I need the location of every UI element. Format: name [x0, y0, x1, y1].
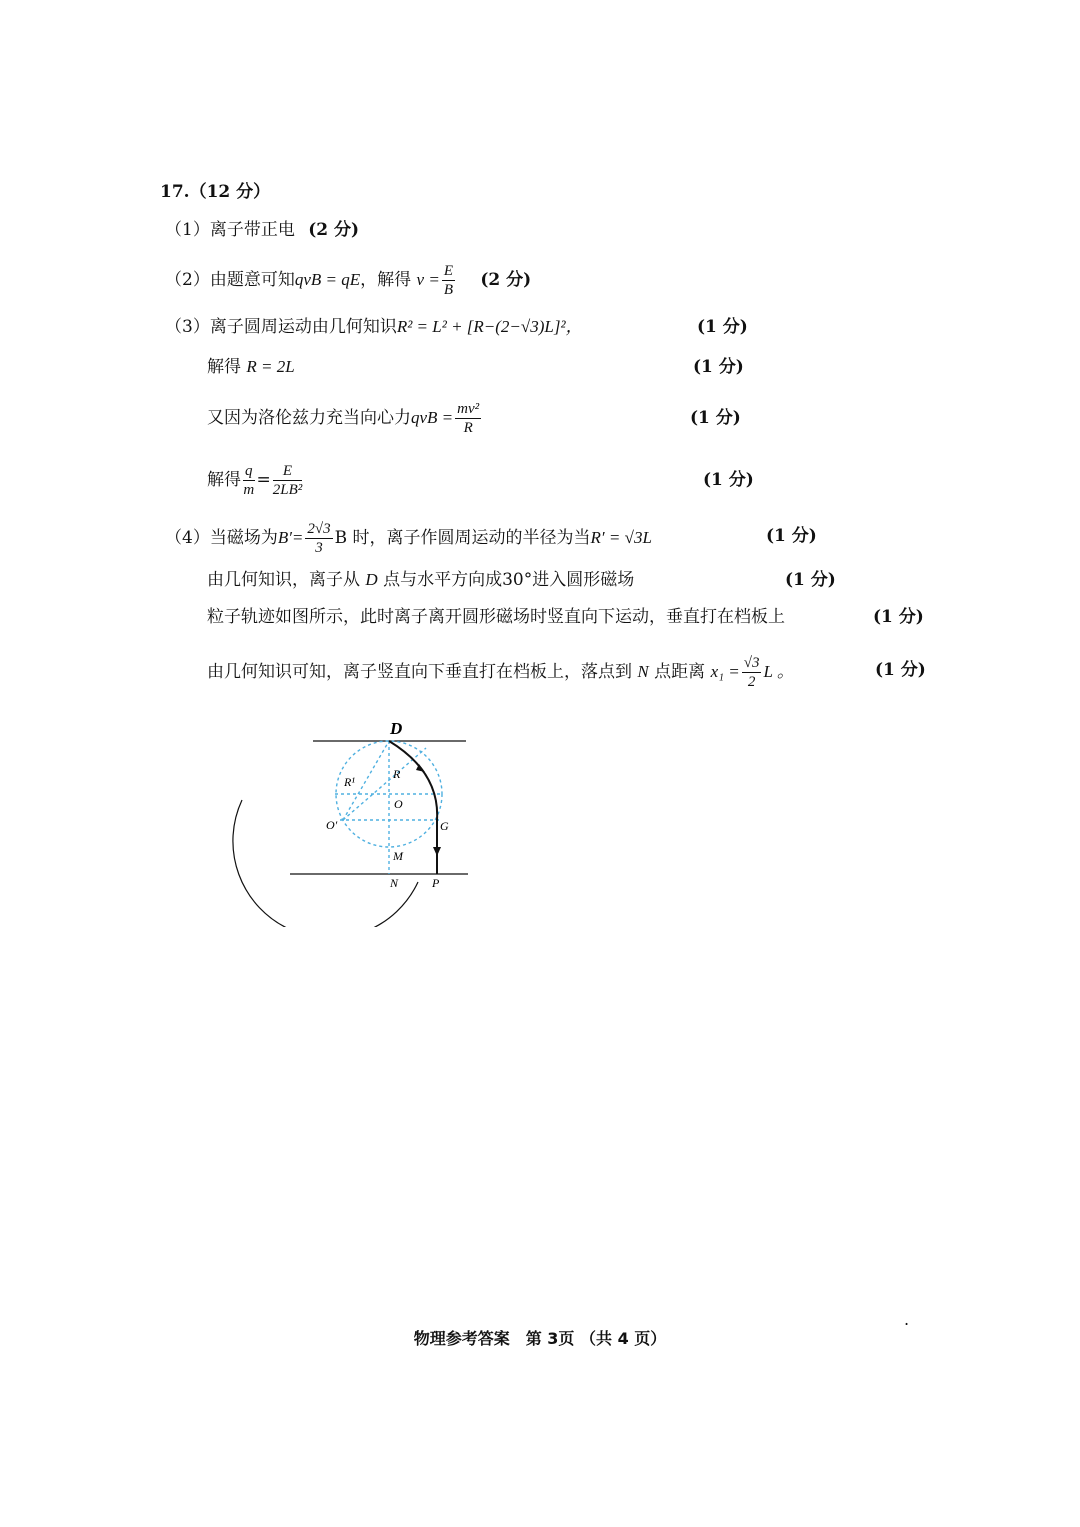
part3-line4-text: 解得: [207, 470, 241, 490]
part2-lhs: v =: [416, 270, 440, 289]
label-o1: O′: [326, 818, 338, 832]
part3-line4-fraction2: [273, 462, 303, 499]
part4-line3: 粒子轨迹如图所示，此时离子离开圆形磁场时竖直向下运动，垂直打在档板上: [207, 607, 785, 627]
part4-line3-score: (1 分): [873, 607, 924, 627]
part3-line1: [165, 315, 583, 339]
part3-line3-den: R: [463, 420, 473, 436]
part4-line4-den: 2: [747, 674, 756, 690]
part3-line2-score: (1 分): [693, 357, 744, 377]
part3-line4-equals: =: [256, 470, 271, 490]
part1-number: （1）: [165, 220, 210, 240]
part3-line4-score: (1 分): [703, 470, 754, 490]
part3-line4-fraction1: [243, 462, 255, 499]
part3-line3-fraction: [455, 400, 481, 437]
part4-line4-lhs: x₁ =: [710, 662, 740, 681]
part2-frac-den: B: [443, 282, 453, 298]
part3-line3: [207, 400, 483, 437]
arrow-head-lower: [433, 847, 441, 856]
part4-line2: [207, 568, 634, 592]
part3-line2: [207, 355, 295, 379]
part4-line2-b: 点与水平方向成: [383, 570, 503, 590]
part4-line4: [207, 654, 794, 691]
part4-line2-d: D: [365, 570, 378, 589]
part3-line1-equation: R² = L² + [R−(2−√3)L]²，: [396, 317, 583, 336]
part3-line3-score: (1 分): [690, 408, 741, 428]
part4-number: （4）: [165, 528, 210, 548]
part2-line: [165, 262, 531, 299]
part3-line2-equation: R = 2L: [246, 357, 295, 376]
part4-line4-c: L 。: [763, 662, 794, 681]
part4-line2-c: 进入圆形磁场: [532, 570, 635, 590]
part3-line1-text: 离子圆周运动由几何知识: [209, 317, 397, 337]
part1-score: (2 分): [308, 220, 360, 240]
part3-line4-den: m: [243, 482, 255, 498]
part4-line1-fraction: [305, 520, 332, 557]
part4-line2-a: 由几何知识，离子从: [207, 570, 360, 590]
part2-mid: ，解得: [360, 270, 412, 290]
label-o: O: [394, 797, 403, 811]
trajectory-diagram: [230, 712, 480, 927]
label-g: G: [440, 819, 449, 833]
part4-line1-equation: R′ = √3L: [590, 528, 652, 547]
part3-line1-score: (1 分): [697, 317, 748, 337]
part4-line1-num: 2√3: [307, 521, 331, 537]
part4-line1-score: (1 分): [766, 526, 817, 546]
part2-fraction: [442, 262, 455, 299]
part3-line4-num: q: [245, 463, 253, 479]
page-footer: 物理参考答案 第 3页 （共 4 页）: [413, 1329, 667, 1348]
part4-line1-b: B 时，离子作圆周运动的半径为当: [334, 528, 591, 548]
label-r1: R¹: [344, 775, 355, 789]
part3-line4-den2: 2LB²: [272, 482, 303, 498]
part1-text: 离子带正电: [209, 220, 295, 240]
part4-line4-score: (1 分): [875, 660, 926, 680]
part2-score: (2 分): [480, 270, 532, 290]
part3-number: （3）: [165, 317, 210, 337]
stray-dot: .: [904, 1310, 910, 1329]
label-m: M: [393, 849, 403, 863]
part2-text: 由题意可知: [209, 270, 295, 290]
part4-line4-num: √3: [743, 655, 760, 671]
part3-line3-text: 又因为洛伦兹力充当向心力: [207, 408, 411, 428]
label-p: P: [432, 876, 440, 890]
label-r: R: [393, 767, 401, 781]
part4-line1-den: 3: [315, 540, 323, 556]
part4-line4-fraction: [742, 654, 762, 691]
part3-line2-text: 解得: [207, 357, 241, 377]
part4-line2-angle: 30°: [502, 570, 533, 590]
part3-line4-num2: E: [273, 462, 303, 481]
part4-line4-b: 点距离: [654, 662, 706, 682]
label-d: D: [390, 719, 403, 738]
part3-line3-lhs: qvB =: [411, 408, 454, 427]
part4-line2-score: (1 分): [785, 570, 836, 590]
part3-line4: [207, 462, 304, 499]
part2-frac-num: E: [443, 263, 453, 279]
part2-number: （2）: [165, 270, 210, 290]
part2-equation: qvB = qE: [294, 270, 361, 289]
part1-line: [165, 218, 359, 242]
question-title: 17.（12 分）: [160, 182, 271, 202]
part4-line4-n: N: [637, 662, 649, 681]
part3-line3-num: mv²: [457, 401, 480, 417]
part4-line1-a: 当磁场为: [209, 528, 278, 548]
part4-line1-lhs: B′=: [277, 528, 304, 547]
part4-line1: [165, 520, 652, 557]
label-n: N: [390, 876, 399, 890]
part4-line4-a: 由几何知识可知，离子竖直向下垂直打在档板上，落点到: [207, 662, 632, 682]
